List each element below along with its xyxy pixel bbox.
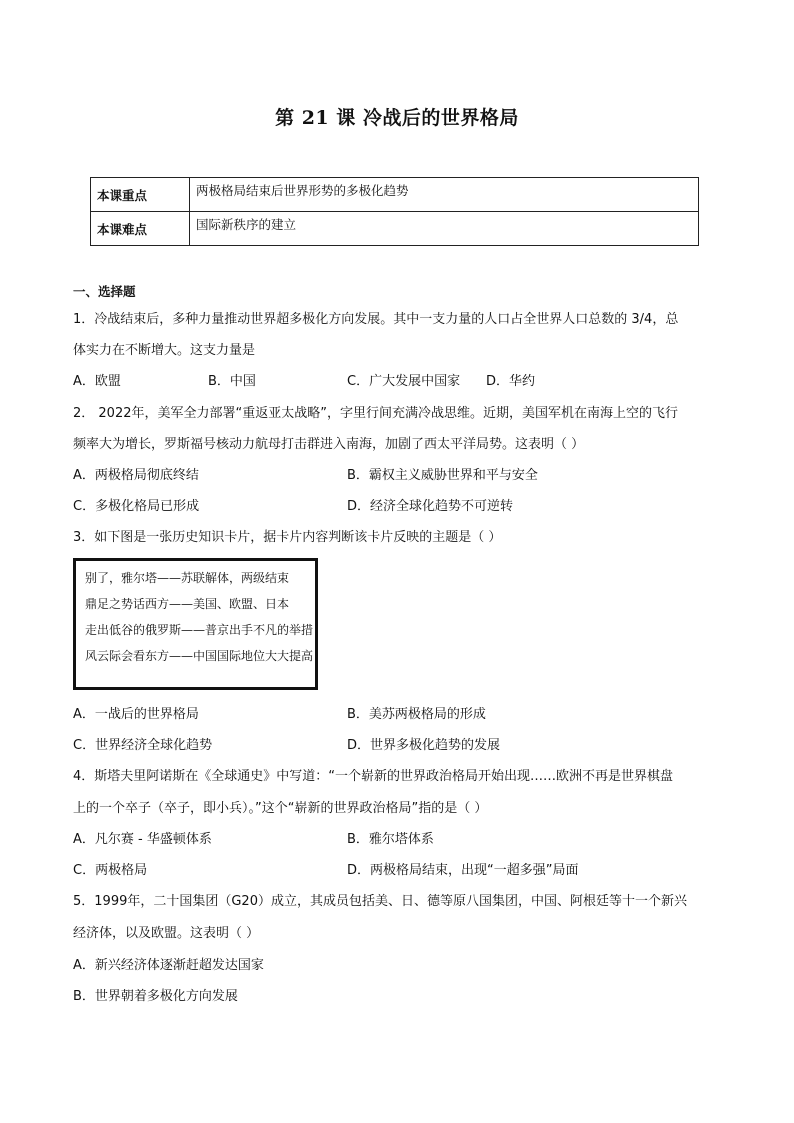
q4-stem-line2: 上的一个卒子（卒子，即小兵）。”这个“崭新的世界政治格局”指的是（ ） <box>73 801 488 816</box>
q4-option-b: B．雅尔塔体系 <box>347 832 434 847</box>
card-line: 鼎足之势话西方——美国、欧盟、日本 <box>85 597 290 611</box>
q2-option-b: B．霸权主义威胁世界和平与安全 <box>347 468 538 483</box>
card-line: 别了，雅尔塔——苏联解体，两级结束 <box>85 571 290 585</box>
q2-option-d: D．经济全球化趋势不可逆转 <box>347 499 514 514</box>
q4-option-a: A．凡尔赛 - 华盛顿体系 <box>73 832 212 847</box>
q3-stem: 3．如下图是一张历史知识卡片，据卡片内容判断该卡片反映的主题是（ ） <box>73 530 502 545</box>
q2-stem-line1: 2． 2022年，美军全力部署“重返亚太战略”，字里行间充满冷战思维。近期，美国军机在南海上空的飞行 <box>73 406 678 421</box>
q1-option-a: A．欧盟 <box>73 374 121 389</box>
q5-stem-line1: 5．1999年，二十国集团（G20）成立，其成员包括美、日、德等原八国集团，中国、阿根廷等十一个新兴 <box>73 894 687 909</box>
q5-option-a: A．新兴经济体逐渐赶超发达国家 <box>73 958 264 973</box>
q2-stem-line2: 频率大为增长，罗斯福号核动力航母打击群进入南海，加剧了西太平洋局势。这表明（ ） <box>73 437 585 452</box>
q2-option-a: A．两极格局彻底终结 <box>73 468 199 483</box>
q4-option-d: D．两极格局结束，出现“一超多强”局面 <box>347 863 579 878</box>
q3-option-c: C．世界经济全球化趋势 <box>73 738 213 753</box>
q4-option-c: C．两极格局 <box>73 863 148 878</box>
q5-stem-line2: 经济体，以及欧盟。这表明（ ） <box>73 926 260 941</box>
q3-option-d: D．世界多极化趋势的发展 <box>347 738 501 753</box>
q5-option-b: B．世界朝着多极化方向发展 <box>73 989 238 1004</box>
q1-stem-line1: 1．冷战结束后，多种力量推动世界超多极化方向发展。其中一支力量的人口占全世界人口总数的 3/4，总 <box>73 312 679 327</box>
section-title: 一、选择题 <box>73 284 136 299</box>
table-row <box>91 212 699 246</box>
keypoint-label: 本课重点 <box>91 178 190 212</box>
q1-stem-line2: 体实力在不断增大。这支力量是 <box>73 343 256 358</box>
table-row <box>91 178 699 212</box>
page-title: 第 21 课 冷战后的世界格局 <box>275 107 519 129</box>
card-line: 风云际会看东方——中国国际地位大大提高 <box>85 649 314 663</box>
keypoints-table <box>90 177 699 246</box>
q1-option-d: D．华约 <box>486 374 536 389</box>
card-line: 走出低谷的俄罗斯——普京出手不凡的举措 <box>85 623 314 637</box>
q1-option-b: B．中国 <box>208 374 256 389</box>
q2-option-c: C．多极化格局已形成 <box>73 499 200 514</box>
history-knowledge-card <box>73 558 318 690</box>
q3-option-b: B．美苏两极格局的形成 <box>347 707 486 722</box>
keypoint-value: 两极格局结束后世界形势的多极化趋势 <box>190 178 699 212</box>
q3-option-a: A．一战后的世界格局 <box>73 707 199 722</box>
q4-stem-line1: 4．斯塔夫里阿诺斯在《全球通史》中写道：“一个崭新的世界政治格局开始出现……欧洲不再是世界棋盘 <box>73 769 674 784</box>
difficulty-label: 本课难点 <box>91 212 190 246</box>
q1-option-c: C．广大发展中国家 <box>347 374 461 389</box>
difficulty-value: 国际新秩序的建立 <box>190 212 699 246</box>
